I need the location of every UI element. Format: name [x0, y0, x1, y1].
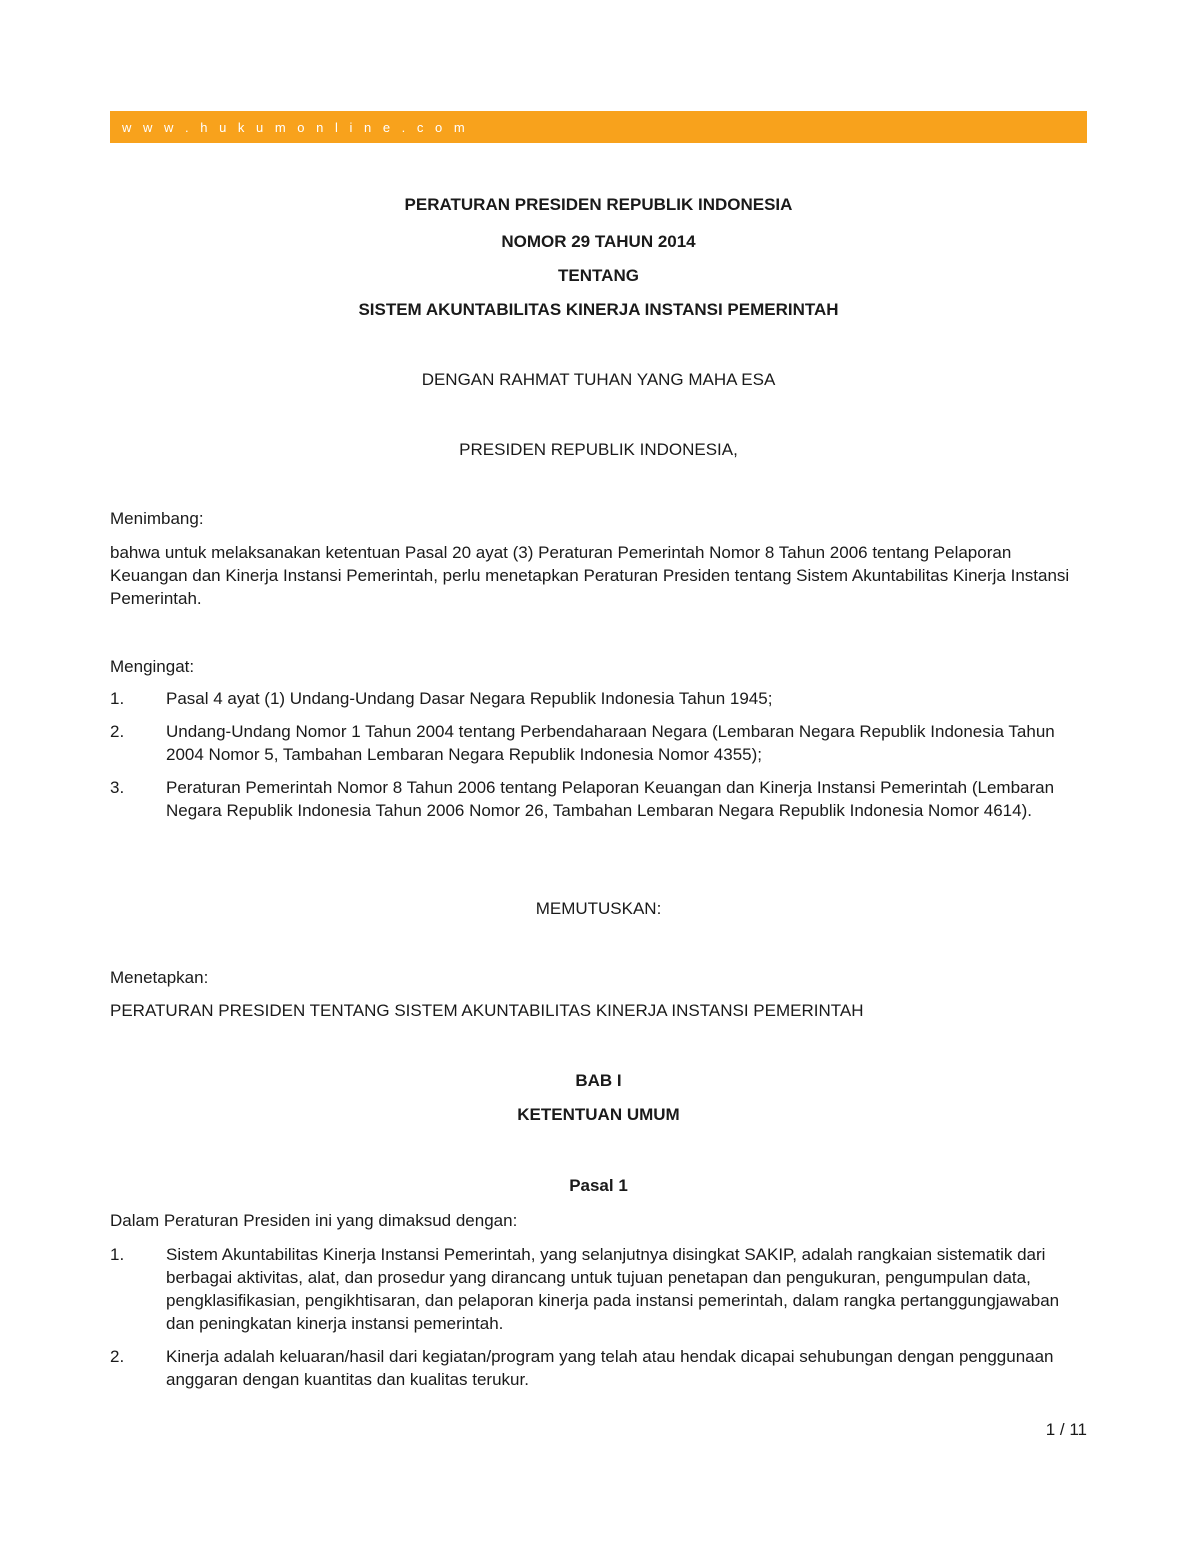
mengingat-heading: Mengingat:: [110, 657, 195, 676]
menetapkan-text: PERATURAN PRESIDEN TENTANG SISTEM AKUNTABILITAS KINERJA INSTANSI PEMERINTAH: [110, 1001, 864, 1020]
regulation-subject: SISTEM AKUNTABILITAS KINERJA INSTANSI PEMERINTAH: [358, 300, 839, 319]
list-number: 3.: [110, 777, 125, 797]
president-heading: PRESIDEN REPUBLIK INDONESIA,: [459, 440, 738, 459]
list-item: [110, 721, 1087, 767]
regulation-number: NOMOR 29 TAHUN 2014: [501, 232, 696, 251]
site-header-banner: [110, 111, 1087, 143]
list-item: [110, 1346, 1087, 1392]
list-item: [110, 1244, 1087, 1336]
page-number: 1 / 11: [1045, 1420, 1087, 1439]
invocation: DENGAN RAHMAT TUHAN YANG MAHA ESA: [421, 370, 776, 389]
pasal-heading: Pasal 1: [569, 1176, 628, 1195]
pasal-list: [110, 1244, 1087, 1402]
list-number: 2.: [110, 1346, 125, 1366]
list-text: Kinerja adalah keluaran/hasil dari kegiatan/program yang telah atau hendak dicapai sehubungan dengan penggunaan anggaran dengan kuantitas dan kualitas terukur.: [166, 1346, 1054, 1389]
menimbang-heading: Menimbang:: [110, 509, 204, 528]
list-text: Undang-Undang Nomor 1 Tahun 2004 tentang Perbendaharaan Negara (Lembaran Negara Republik Indonesia Tahun 2004 Nomor 5, Tambahan Lembaran Negara Republik Indonesia Nomor 4355);: [166, 721, 1055, 764]
regulation-tentang: TENTANG: [558, 266, 639, 285]
pasal-intro: Dalam Peraturan Presiden ini yang dimaksud dengan:: [110, 1211, 518, 1230]
list-item: [110, 777, 1087, 823]
list-number: 1.: [110, 1245, 125, 1264]
list-text: Peraturan Pemerintah Nomor 8 Tahun 2006 tentang Pelaporan Keuangan dan Kinerja Instansi Pemerintah (Lembaran Negara Republik Indonesia Tahun 2006 Nomor 26, Tambahan Lembaran Negara Republik Indonesia Nomor 4614).: [166, 777, 1055, 820]
menetapkan-heading: Menetapkan:: [110, 968, 209, 987]
memutuskan-heading: MEMUTUSKAN:: [535, 899, 662, 918]
site-url: w w w . h u k u m o n l i n e . c o m: [122, 119, 469, 135]
list-item: [110, 688, 1087, 711]
bab-title: KETENTUAN UMUM: [517, 1105, 680, 1124]
menimbang-text: bahwa untuk melaksanakan ketentuan Pasal 20 ayat (3) Peraturan Pemerintah Nomor 8 Tahun 2006 tentang Pelaporan Keuangan dan Kinerja Instansi Pemerintah, perlu menetapkan Peraturan Presiden tentang Sistem Akuntabilitas Kinerja Instansi Pemerintah.: [110, 543, 1070, 608]
bab-number: BAB I: [575, 1071, 622, 1090]
list-text: Pasal 4 ayat (1) Undang-Undang Dasar Negara Republik Indonesia Tahun 1945;: [166, 689, 773, 708]
list-number: 2.: [110, 721, 125, 741]
list-number: 1.: [110, 689, 125, 708]
regulation-title: PERATURAN PRESIDEN REPUBLIK INDONESIA: [404, 195, 793, 214]
mengingat-list: [110, 688, 1087, 833]
list-text: Sistem Akuntabilitas Kinerja Instansi Pemerintah, yang selanjutnya disingkat SAKIP, adalah rangkaian sistematik dari berbagai aktivitas, alat, dan prosedur yang dirancang untuk tujuan penetapan dan pengukuran, pengumpulan data, pengklasifikasian, pengikhtisaran, dan pelaporan kinerja pada instansi pemerintah, dalam rangka pertanggungjawaban dan peningkatan kinerja instansi pemerintah.: [166, 1245, 1060, 1333]
